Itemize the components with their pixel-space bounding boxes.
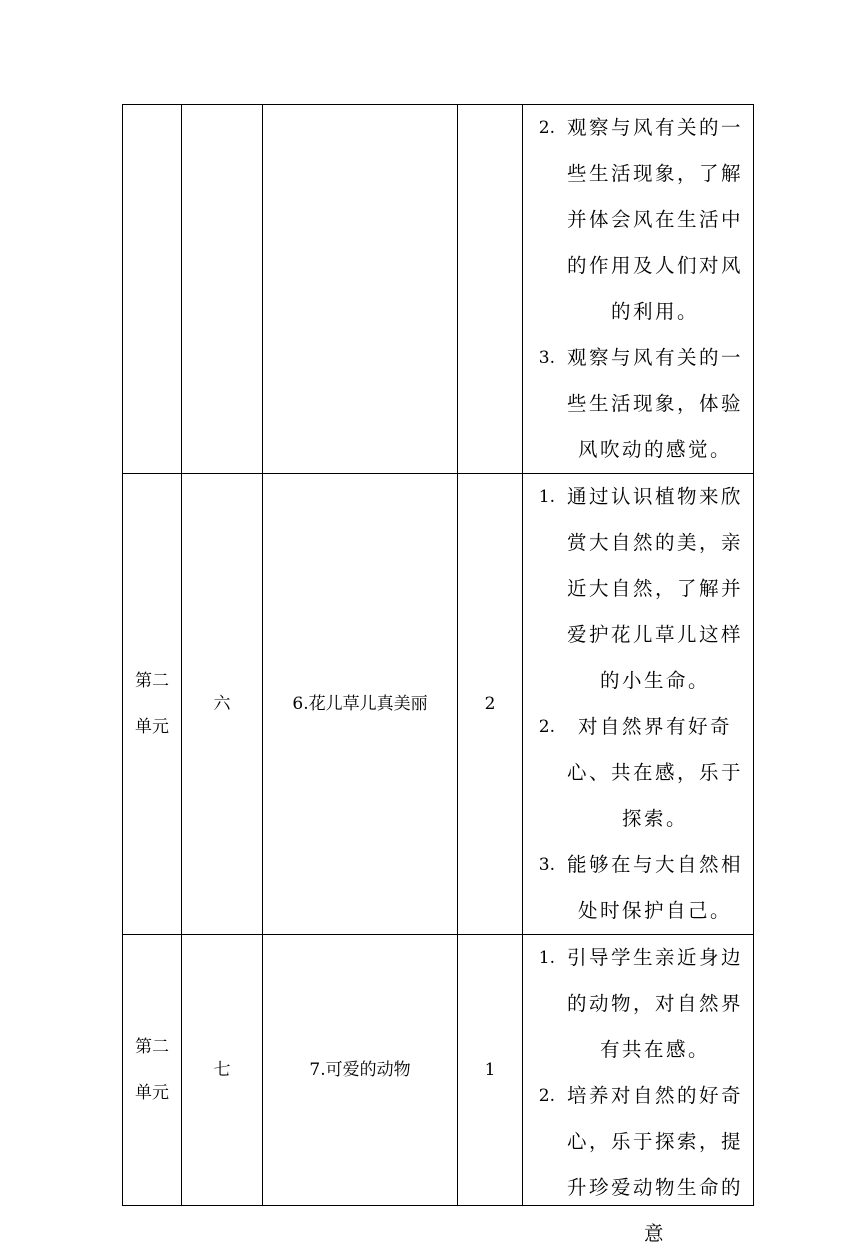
goal-item: [525, 1073, 753, 1257]
goal-item: [525, 335, 753, 473]
goals-cell: [523, 935, 754, 1245]
goal-number: 3.: [538, 855, 555, 875]
goals-list: [523, 105, 753, 473]
goal-number: 2.: [538, 118, 555, 138]
goals-list: [523, 935, 753, 1257]
unit-label: 第二单元: [135, 1037, 169, 1103]
goal-item: [525, 842, 753, 934]
unit-cell: [123, 105, 182, 474]
goal-text: 对自然界有好奇心、共在感，乐于探索。: [566, 715, 743, 830]
goal-text: 观察与风有关的一些生活现象，体验风吹动的感觉。: [566, 346, 743, 461]
hours-cell: 2: [458, 474, 523, 935]
lesson-number-cell: 七: [182, 935, 263, 1206]
lesson-number-cell: 六: [182, 474, 263, 935]
goal-item: [525, 105, 753, 335]
table-row: [123, 474, 754, 935]
hours-cell: [458, 105, 523, 474]
lesson-number-cell: [182, 105, 263, 474]
goal-item: [525, 935, 753, 1073]
unit-cell: [123, 474, 182, 935]
goal-number: 2.: [538, 717, 555, 737]
goals-cell: [523, 105, 754, 474]
goal-text: 能够在与大自然相处时保护自己。: [566, 853, 743, 922]
goal-number: 1.: [538, 487, 555, 507]
goal-text: 观察与风有关的一些生活现象，了解并体会风在生活中的作用及人们对风的利用。: [566, 116, 743, 323]
unit-label: 第二单元: [135, 671, 169, 737]
lesson-title-cell: 7.可爱的动物: [263, 935, 458, 1206]
goal-text: 培养对自然的好奇心，乐于探索，提升珍爱动物生命的意: [566, 1084, 743, 1245]
goal-number: 3.: [538, 348, 555, 368]
goal-text: 引导学生亲近身边的动物，对自然界有共在感。: [566, 946, 743, 1061]
lesson-plan-table: [122, 104, 754, 1245]
goal-number: 1.: [538, 948, 555, 968]
unit-cell: [123, 935, 182, 1206]
goals-list: [523, 474, 753, 934]
goal-number: 2.: [538, 1086, 555, 1106]
lesson-title-cell: 6.花儿草儿真美丽: [263, 474, 458, 935]
goals-cell: [523, 474, 754, 935]
lesson-title-cell: [263, 105, 458, 474]
table-row: [123, 105, 754, 474]
table-row: [123, 935, 754, 1206]
goal-item: [525, 474, 753, 704]
goal-item: [525, 704, 753, 842]
hours-cell: 1: [458, 935, 523, 1206]
goal-text: 通过认识植物来欣赏大自然的美，亲近大自然，了解并爱护花儿草儿这样的小生命。: [566, 485, 743, 692]
